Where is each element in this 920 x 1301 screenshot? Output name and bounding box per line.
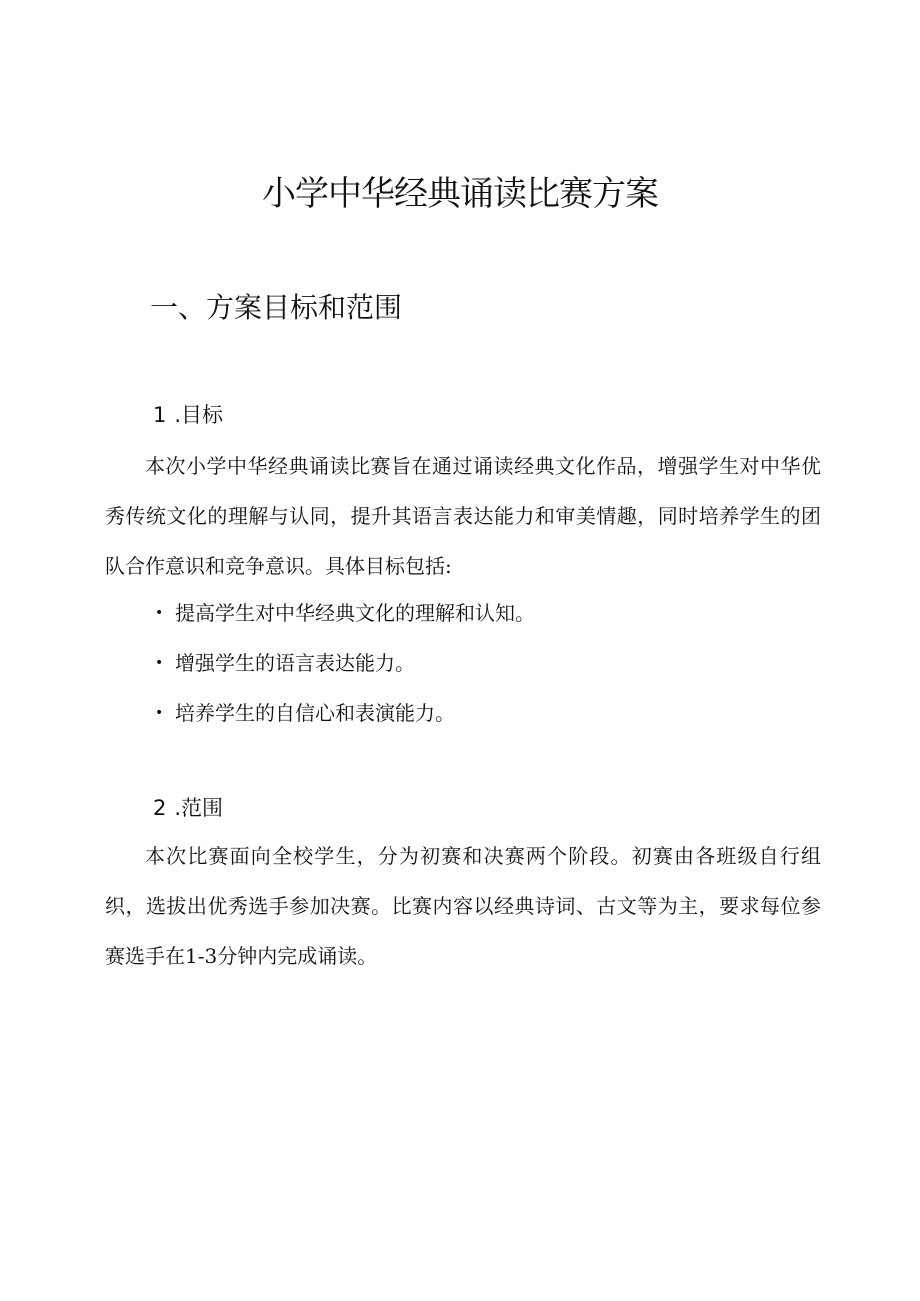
subsection-title: .目标 [174, 403, 224, 427]
subsection-number: 1 [153, 403, 167, 427]
subsection-heading-goal [153, 399, 223, 429]
scope-paragraph: 本次比赛面向全校学生，分为初赛和决赛两个阶段。初赛由各班级自行组织，选拔出优秀选手参加决赛。比赛内容以经典诗词、古文等为主，要求每位参赛选手在1-3分钟内完成诵读。 [105, 844, 821, 968]
section-heading: 一、方案目标和范围 [150, 291, 403, 324]
goal-bullet-list [155, 588, 535, 738]
bullet-icon: • [155, 605, 164, 621]
list-item [155, 588, 535, 638]
goal-paragraph: 本次小学中华经典诵读比赛旨在通过诵读经典文化作品，增强学生对中华优秀传统文化的理解与认同，提升其语言表达能力和审美情趣，同时培养学生的团队合作意识和竞争意识。具体目标包括: [105, 454, 821, 578]
bullet-icon: • [155, 705, 164, 721]
bullet-text: 培养学生的自信心和表演能力。 [175, 701, 455, 725]
bullet-text: 增强学生的语言表达能力。 [175, 651, 415, 675]
document-title: 小学中华经典诵读比赛方案 [262, 174, 658, 214]
bullet-icon: • [155, 655, 164, 671]
subsection-heading-scope [153, 792, 223, 822]
list-item [155, 638, 535, 688]
subsection-number: 2 [153, 796, 167, 820]
subsection-title: .范围 [174, 796, 224, 820]
list-item [155, 688, 535, 738]
bullet-text: 提高学生对中华经典文化的理解和认知。 [175, 601, 535, 625]
